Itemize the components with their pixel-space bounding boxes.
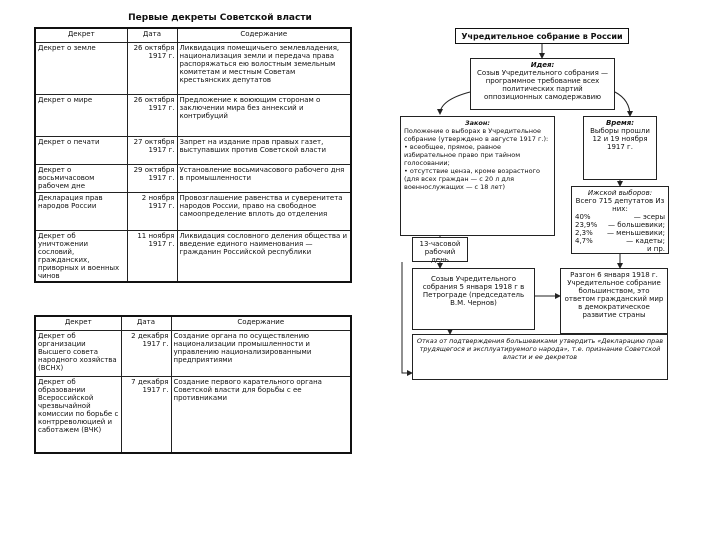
decree-cell: Декрет о печати <box>35 137 127 165</box>
pct: 4,7% <box>575 237 593 245</box>
composition-row <box>575 221 665 229</box>
date-cell: 27 октября 1917 г. <box>127 137 177 165</box>
idea-text: Созыв Учредительного собрания — программное требование всех политических партий оппозиционных самодержавию <box>476 69 609 101</box>
composition-label: Ижской выборов: <box>587 189 653 197</box>
date-cell: 2 декабря 1917 г. <box>121 331 171 377</box>
date-cell: 2 ноября 1917 г. <box>127 193 177 231</box>
content-cell: Ликвидация сословного деления общества и введение единого наименования — гражданин Российской республики <box>177 231 351 283</box>
party: и пр. <box>646 245 665 253</box>
header-date: Дата <box>121 316 171 331</box>
dispersal-text: Разгон 6 января 1918 г. Учредительное собрание большинством, это ответом гражданский мир в демократическое развитие страны <box>564 271 664 319</box>
content-cell: Создание первого карательного органа Советской власти для борьбы с ее противниками <box>171 377 351 453</box>
date-cell: 7 декабря 1917 г. <box>121 377 171 453</box>
decree-cell: Декрет об организации Высшего совета народного хозяйства (ВСНХ) <box>35 331 121 377</box>
content-cell: Провозглашение равенства и суверенитета народов России, право на свободное самоопределение вплоть до отделения <box>177 193 351 231</box>
law-label: Закон: <box>465 119 490 127</box>
law-text: Положение о выборах в Учредительное собрание (утверждено в августе 1917 г.): <box>404 127 549 143</box>
content-cell: Запрет на издание прав правых газет, выступавших против Советской власти <box>177 137 351 165</box>
header-content: Содержание <box>171 316 351 331</box>
content-cell: Ликвидация помещичьего землевладения, национализация земли и передача права распоряжаться ею волостным земельным комитетам и местным Советам крестьянских депутатов <box>177 43 351 95</box>
composition-text: Всего 715 депутатов Из них: <box>575 197 665 213</box>
law-bullet-text: всеобщее, прямое, равное избирательное право при тайном голосовании; <box>404 143 521 167</box>
pct: 2,3% <box>575 229 593 237</box>
decree-cell: Декрет о восьмичасовом рабочем дне <box>35 165 127 193</box>
session-box <box>412 237 468 262</box>
refusal-text: Отказ от подтверждения большевиками утвердить «Декларацию прав трудящегося и эксплуатируемого народа», т.е. признание Советской власти и ее декретов <box>416 337 664 361</box>
date-cell: 26 октября 1917 г. <box>127 95 177 137</box>
pct: 40% <box>575 213 591 221</box>
content-cell: Создание органа по осуществлению национализации промышленности и управлению национализированными предприятиями <box>171 331 351 377</box>
date-cell: 26 октября 1917 г. <box>127 43 177 95</box>
date-cell: 11 ноября 1917 г. <box>127 231 177 283</box>
decree-cell: Декларация прав народов России <box>35 193 127 231</box>
time-box <box>583 116 657 180</box>
header-decree: Декрет <box>35 28 127 43</box>
party: — большевики; <box>608 221 665 229</box>
law-bullet: • всеобщее, прямое, равное избирательное право при тайном голосовании; <box>404 143 521 167</box>
law-bullet: • отсутствие ценза, кроме возрастного (для всех граждан — с 20 л для военнослужащих — с 18 лет) <box>404 167 540 191</box>
date-cell: 29 октября 1917 г. <box>127 165 177 193</box>
composition-row <box>575 245 665 253</box>
composition-row <box>575 213 665 221</box>
law-box <box>400 116 555 236</box>
pct: 23,9% <box>575 221 598 229</box>
decree-cell: Декрет об образовании Всероссийской чрезвычайной комиссии по борьбе с контрреволюцией и саботажем (ВЧК) <box>35 377 121 453</box>
header-decree: Декрет <box>35 316 121 331</box>
content-cell: Предложение к воюющим сторонам о заключении мира без аннексий и контрибуций <box>177 95 351 137</box>
content-cell: Установление восьмичасового рабочего дня в промышленности <box>177 165 351 193</box>
decree-cell: Декрет об уничтожении сословий, гражданских, приворных и военных чинов <box>35 231 127 283</box>
dispersal-box <box>560 268 668 334</box>
time-label: Время: <box>605 119 635 127</box>
diagram-title-text: Учредительное собрание в России <box>461 32 623 41</box>
header-content: Содержание <box>177 28 351 43</box>
decree-cell: Декрет о мире <box>35 95 127 137</box>
composition-row <box>575 229 665 237</box>
idea-label: Идея: <box>530 61 555 69</box>
composition-row <box>575 237 665 245</box>
decree-cell: Декрет о земле <box>35 43 127 95</box>
party: — меньшевики; <box>606 229 665 237</box>
header-date: Дата <box>127 28 177 43</box>
composition-box <box>571 186 669 254</box>
diagram-title <box>455 28 629 44</box>
document-title: Первые декреты Советской власти <box>128 13 312 23</box>
convocation-text: Созыв Учредительного собрания 5 января 1918 г в Петрограде (председатель В.М. Чернов) <box>422 275 525 307</box>
session-text: 13-часовой рабочий день <box>419 240 461 264</box>
refusal-box <box>412 334 668 380</box>
law-bullet-text: отсутствие ценза, кроме возрастного (для всех граждан — с 20 л для военнослужащих — с 18 лет) <box>404 167 540 191</box>
party: — кадеты; <box>626 237 665 245</box>
party: — эсеры <box>633 213 665 221</box>
idea-box <box>470 58 615 110</box>
time-text: Выборы прошли 12 и 19 ноября 1917 г. <box>590 127 650 151</box>
convocation-box <box>412 268 535 330</box>
